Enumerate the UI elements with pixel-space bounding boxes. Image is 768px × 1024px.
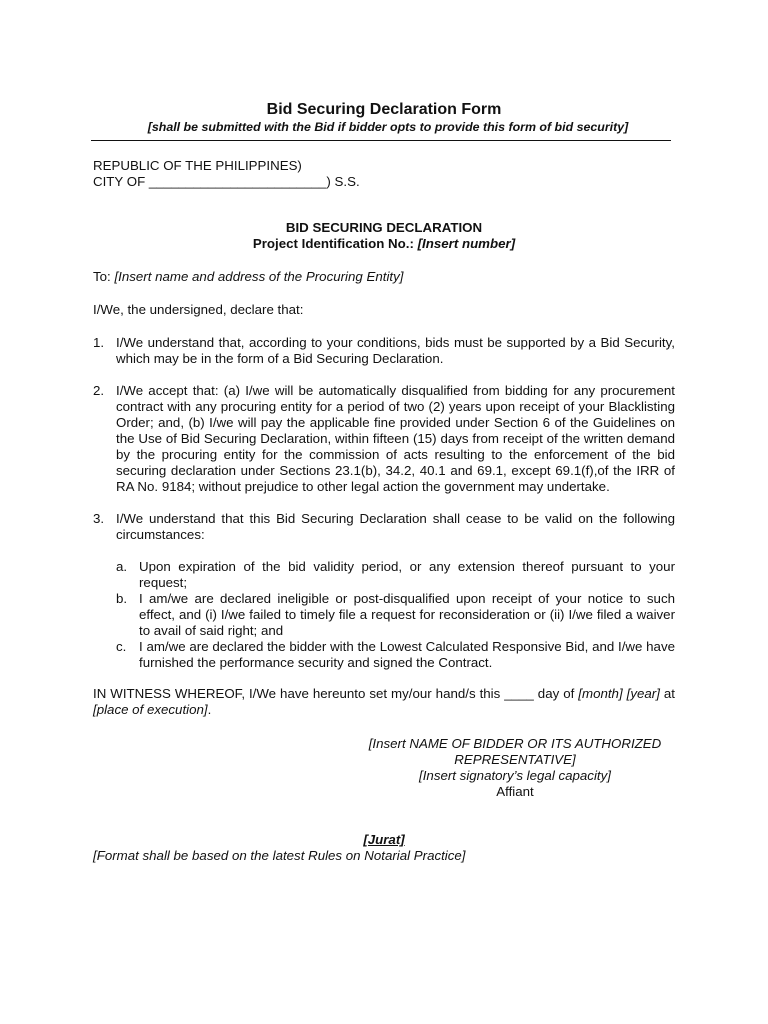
declaration-heading [93,220,675,252]
item-text: I/We understand that, according to your conditions, bids must be supported by a Bid Security, which may be in the form of a Bid Securing Declaration. [116,335,675,366]
venue-republic: REPUBLIC OF THE PHILIPPINES) [93,158,302,173]
item-body [116,511,675,671]
witness-period: . [207,702,212,717]
undersigned-statement: I/We, the undersigned, declare that: [93,302,304,317]
declaration-item [93,511,675,671]
circumstance-item [116,591,675,639]
witness-text: IN WITNESS WHEREOF, I/We have hereunto set my/our hand/s this ____ day of [93,686,579,701]
item-number: 1. [93,335,105,350]
addressee-value: [Insert name and address of the Procuring Entity] [114,269,404,284]
sub-item-letter: b. [116,591,128,606]
declaration-item [93,335,675,367]
declaration-title: BID SECURING DECLARATION [285,220,483,235]
affiant-label: Affiant [496,784,534,799]
project-id-value: [Insert number] [417,236,516,251]
circumstances-list [116,559,675,671]
signature-block [355,736,675,800]
form-subtitle: [shall be submitted with the Bid if bidder opts to provide this form of bid security] [147,120,629,134]
sub-item-text: Upon expiration of the bid validity period, or any extension thereof pursuant to your request; [139,559,675,590]
item-number: 2. [93,383,105,398]
sub-item-letter: c. [116,639,127,654]
sub-item-text: I am/we are declared ineligible or post-disqualified upon receipt of your notice to such effect, and (i) I/we failed to timely file a request for reconsideration or (ii) I/we filed a waiver to avail of said right; and [139,591,675,638]
circumstance-item [116,639,675,671]
witness-place: [place of execution] [93,702,208,717]
jurat-label: [Jurat] [363,832,405,847]
addressee-label: To: [93,269,115,284]
sub-item-letter: a. [116,559,128,574]
addressee-line [93,269,675,285]
item-text: I/We accept that: (a) I/we will be automatically disqualified from bidding for any procurement contract with any procuring entity for a period of two (2) years upon receipt of your Blacklisting Order; and, (b) I/we will pay the applicable fine provided under Section 6 of the Guidelines on the Use of Bid Securing Declaration, within fifteen (15) days from receipt of the written demand by the procuring entity for the commission of acts resulting to the enforcement of the bid securing declaration under Sections 23.1(b), 34.2, 40.1 and 69.1, except 69.1(f),of the IRR of RA No. 9184; without prejudice to other legal action the government may undertake. [116,383,675,494]
witness-year: [year] [626,686,660,701]
project-id-line [93,236,675,252]
project-id-label: Project Identification No.: [252,236,418,251]
form-title: Bid Securing Declaration Form [266,101,502,118]
signatory-capacity: [Insert signatory’s legal capacity] [419,768,611,783]
sub-item-text: I am/we are declared the bidder with the Lowest Calculated Responsive Bid, and I/we have furnished the performance security and signed the Contract. [139,639,675,670]
signatory-name: [Insert NAME OF BIDDER OR ITS AUTHORIZED REPRESENTATIVE] [368,736,662,767]
declaration-items [93,335,675,671]
header-divider [91,140,671,141]
item-text: I/We understand that this Bid Securing Declaration shall cease to be valid on the following circumstances: [116,511,675,542]
item-number: 3. [93,511,105,526]
declaration-item [93,383,675,495]
witness-month: [month] [578,686,623,701]
jurat-note: [Format shall be based on the latest Rules on Notarial Practice] [93,848,466,863]
venue-city: CITY OF ________________________) S.S. [93,174,360,189]
document-page [93,100,675,864]
witness-text-at: at [659,686,675,701]
jurat-block [93,832,675,864]
witness-clause [93,686,675,718]
circumstance-item [116,559,675,591]
venue-block [93,158,675,190]
